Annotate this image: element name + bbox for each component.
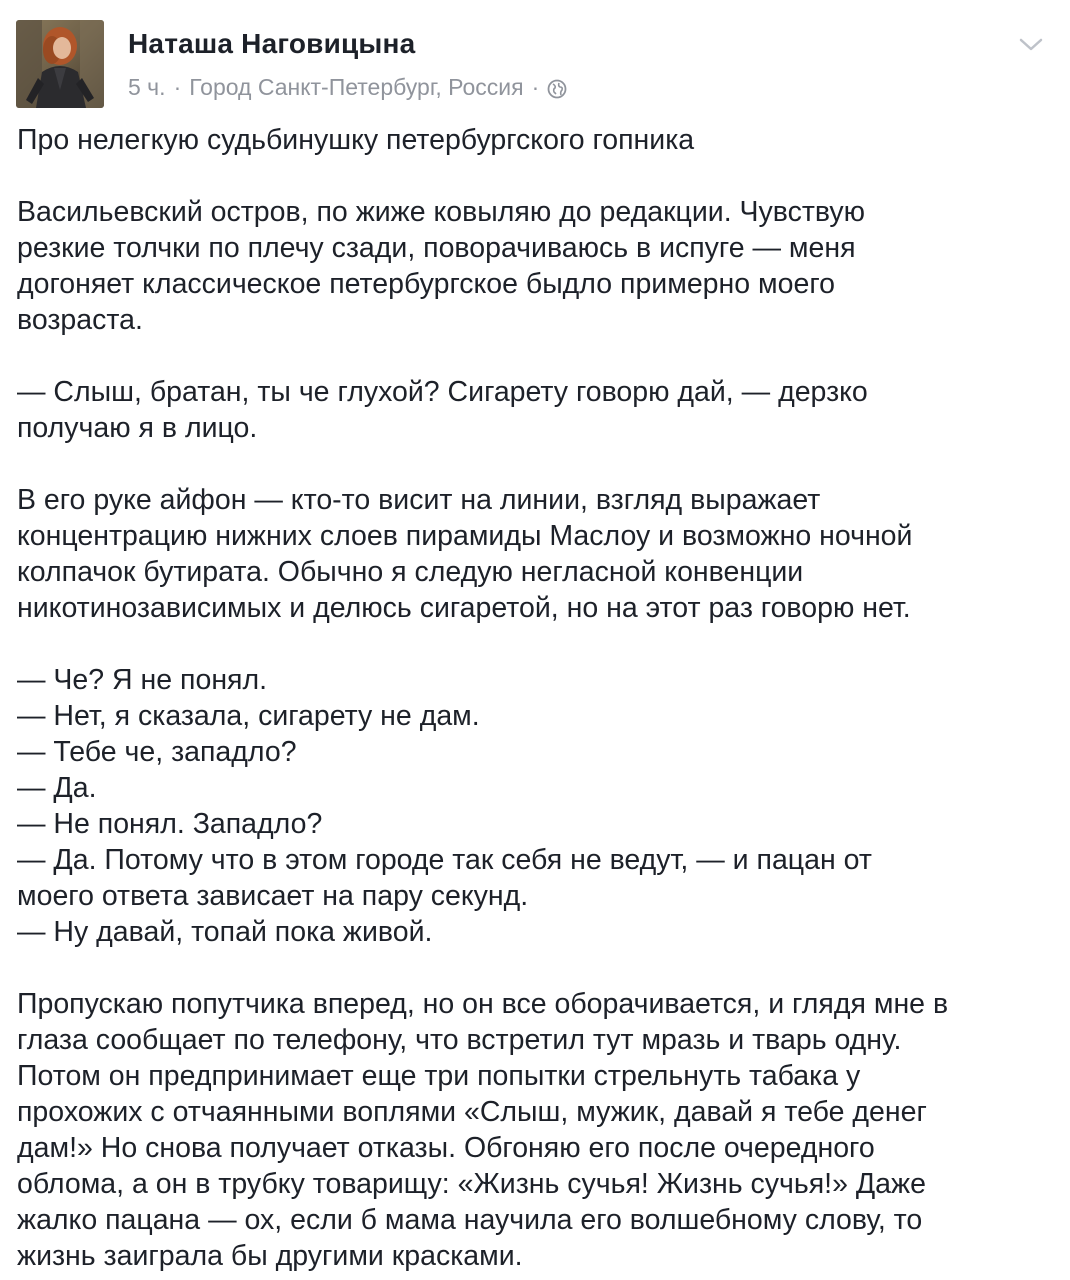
post-location[interactable]: Город Санкт-Петербург, Россия <box>189 74 524 100</box>
post-paragraph: — Слыш, братан, ты че глухой? Сигарету говорю дай, — дерзко получаю я в лицо. <box>17 376 868 444</box>
post-paragraph: Пропускаю попутчика вперед, но он все оборачивается, и глядя мне в глаза сообщает по телефону, что встретил тут мразь и тварь одну. Потом он предпринимает еще три попытки стрельнуть табака у прохожих с отчаянными воплями «Слыш, мужик, давай я тебе денег дам!» Но снова получает отказы. Обгоняю его после очередного облома, а он в трубку товарищу: «Жизнь сучья! Жизнь сучья!» Даже жалко пацана — ох, если б мама научила его волшебному слову, то жизнь заиграла бы другими красками. <box>17 988 949 1272</box>
post-title: Про нелегкую судьбинушку петербургского гопника <box>17 124 695 156</box>
chevron-down-icon[interactable] <box>1018 36 1044 54</box>
meta-separator: · <box>531 74 540 100</box>
post-paragraph: Васильевский остров, по жиже ковыляю до редакции. Чувствую резкие толчки по плечу сзади, поворачиваюсь в испуге — меня догоняет классическое петербургское быдло примерно моего возраста. <box>17 196 866 336</box>
post-header <box>16 20 1056 112</box>
post-paragraph: В его руке айфон — кто-то висит на линии, взгляд выражает концентрацию нижних слоев пирамиды Маслоу и возможно ночной колпачок бутирата. Обычно я следую негласной конвенции никотинозависимых и делюсь сигаретой, но на этот раз говорю нет. <box>17 484 913 624</box>
avatar[interactable] <box>16 20 104 108</box>
author-name[interactable]: Наташа Наговицына <box>128 28 416 59</box>
post-body <box>17 122 1057 1274</box>
post-time[interactable]: 5 ч. <box>128 74 166 100</box>
meta-separator: · <box>173 74 182 100</box>
post-dialogue: — Че? Я не понял. — Нет, я сказала, сигарету не дам. — Тебе че, западло? — Да. — Не понял. Западло? — Да. Потому что в этом городе так себя не ведут, — и пацан от моего ответа зависает на пару секунд. — Ну давай, топай пока живой. <box>17 664 872 948</box>
post-meta <box>128 74 567 101</box>
globe-icon[interactable] <box>547 78 567 98</box>
